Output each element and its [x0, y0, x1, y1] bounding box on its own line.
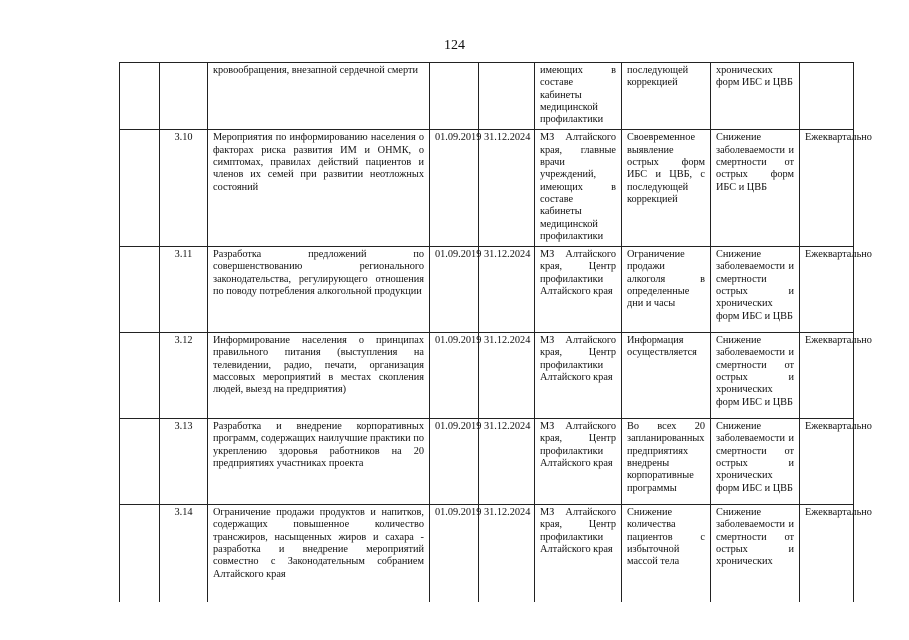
end-date-cell: 31.12.2024 — [479, 247, 535, 333]
table-row — [120, 505, 854, 603]
indicator-cell: хронических форм ИБС и ЦВБ — [711, 63, 800, 130]
start-date-cell: 01.09.2019 — [430, 130, 479, 247]
measures-table — [119, 62, 872, 602]
table-row — [120, 247, 854, 333]
period-cell: Ежеквартально — [800, 130, 854, 247]
end-date-cell: 31.12.2024 — [479, 130, 535, 247]
row-number: 3.11 — [160, 247, 208, 333]
measure-cell: Ограничение продажи продуктов и напитков, содержащих повышенное количество трансжиров, насыщенных жиров и сахара - разработка и внедрение мероприятий совместно с Законодательным собранием Алтайского края — [208, 505, 430, 603]
period-cell: Ежеквартально — [800, 505, 854, 603]
start-date-cell: 01.09.2019 — [430, 419, 479, 505]
measure-cell: Мероприятия по информированию населения о факторах риска развития ИМ и ОНМК, о симптомах, правилах действий пациентов и членов их семей при развитии неотложных состояний — [208, 130, 430, 247]
end-date-cell: 31.12.2024 — [479, 333, 535, 419]
row-number: 3.12 — [160, 333, 208, 419]
executor-cell: МЗ Алтайского края, Центр профилактики Алтайского края — [535, 419, 622, 505]
period-cell: Ежеквартально — [800, 333, 854, 419]
indicator-cell: Снижение заболеваемости и смертности острых и хронических форм ИБС и ЦВБ — [711, 247, 800, 333]
period-cell: Ежеквартально — [800, 247, 854, 333]
end-date-cell: 31.12.2024 — [479, 419, 535, 505]
end-date-cell: 31.12.2024 — [479, 505, 535, 603]
executor-cell: МЗ Алтайского края, Центр профилактики Алтайского края — [535, 505, 622, 603]
indicator-cell: Снижение заболеваемости и смертности от острых и хронических форм ИБС и ЦВБ — [711, 419, 800, 505]
blank-cell — [120, 63, 160, 130]
table-row — [120, 419, 854, 505]
result-cell: последующей коррекцией — [622, 63, 711, 130]
executor-cell: МЗ Алтайского края, Центр профилактики Алтайского края — [535, 247, 622, 333]
indicator-cell: Снижение заболеваемости и смертности от острых форм ИБС и ЦВБ — [711, 130, 800, 247]
row-number: 3.14 — [160, 505, 208, 603]
measure-cell: Разработка и внедрение корпоративных программ, содержащих наилучшие практики по укреплению здоровья работников на 20 предприятиях участниках проекта — [208, 419, 430, 505]
result-cell: Снижение количества пациентов с избыточной массой тела — [622, 505, 711, 603]
blank-cell — [120, 247, 160, 333]
measure-cell: кровообращения, внезапной сердечной смерти — [208, 63, 430, 130]
row-number: 3.10 — [160, 130, 208, 247]
start-date-cell: 01.09.2019 — [430, 505, 479, 603]
start-date-cell — [430, 63, 479, 130]
blank-cell — [120, 333, 160, 419]
start-date-cell: 01.09.2019 — [430, 333, 479, 419]
table-row — [120, 333, 854, 419]
result-cell: Ограничение продажи алкоголя в определенные дни и часы — [622, 247, 711, 333]
measure-cell: Разработка предложений по совершенствованию регионального законодательства, регулирующего отношения по поводу потребления алкогольной продукции — [208, 247, 430, 333]
result-cell: Во всех 20 запланированных предприятиях внедрены корпоративные программы — [622, 419, 711, 505]
blank-cell — [120, 419, 160, 505]
result-cell: Информация осуществляется — [622, 333, 711, 419]
period-cell: Ежеквартально — [800, 419, 854, 505]
end-date-cell — [479, 63, 535, 130]
period-cell — [800, 63, 854, 130]
measure-cell: Информирование населения о принципах правильного питания (выступления на телевидении, радио, печати, организация массовых мероприятий в местах скопления людей, выезд на предприятия) — [208, 333, 430, 419]
result-cell: Своевременное выявление острых форм ИБС и ЦВБ, с последующей коррекцией — [622, 130, 711, 247]
row-number: 3.13 — [160, 419, 208, 505]
table-row — [120, 63, 854, 130]
indicator-cell: Снижение заболеваемости и смертности от острых и хронических форм ИБС и ЦВБ — [711, 333, 800, 419]
executor-cell: МЗ Алтайского края, Центр профилактики Алтайского края — [535, 333, 622, 419]
blank-cell — [120, 130, 160, 247]
executor-cell: имеющих в составе кабинеты медицинской профилактики — [535, 63, 622, 130]
row-number — [160, 63, 208, 130]
table-row — [120, 130, 854, 247]
executor-cell: МЗ Алтайского края, главные врачи учреждений, имеющих в составе кабинеты медицинской профилактики — [535, 130, 622, 247]
page-number: 124 — [444, 38, 465, 53]
start-date-cell: 01.09.2019 — [430, 247, 479, 333]
indicator-cell: Снижение заболеваемости и смертности от острых и хронических — [711, 505, 800, 603]
blank-cell — [120, 505, 160, 603]
